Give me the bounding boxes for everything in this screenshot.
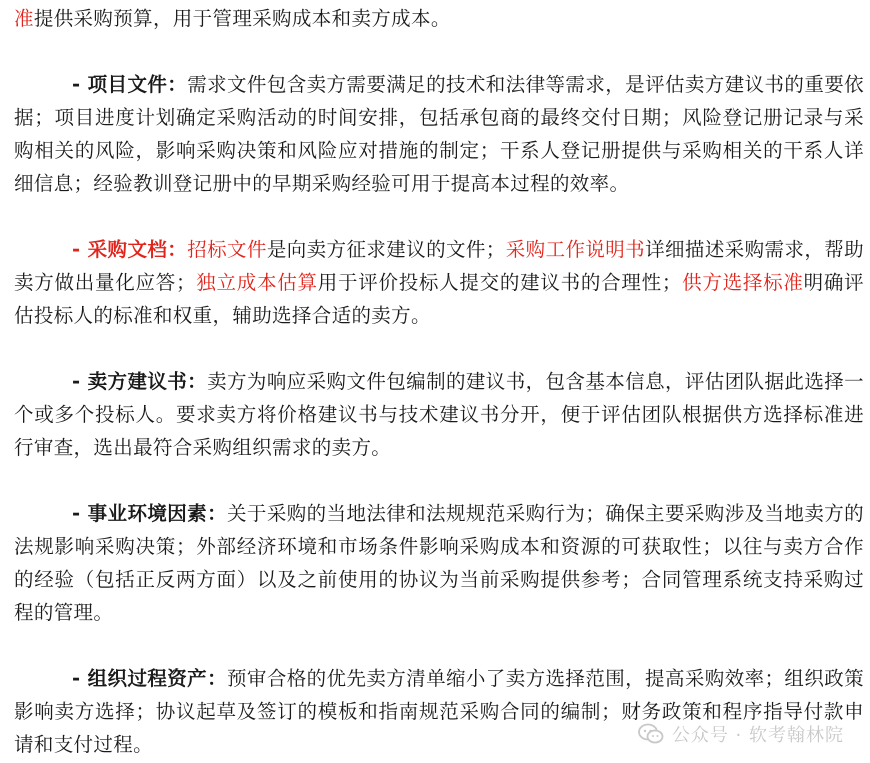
body-text: 卖方为响应采购文件包编制的建议书，包含基本信息，评估团队据此选择一个或多个投标人。要求卖方将价格建议书与技术建议书分开，便于评估团队根据供方选择标准进行审查，选出最符合采购组织需求的卖方。 (14, 370, 864, 459)
watermark (638, 721, 844, 747)
watermark-text: 公众号 · 软考翰林院 (671, 725, 844, 746)
body-text: 用于评价投标人提交的建议书的合理性； (317, 271, 682, 294)
body-text: 需求文件包含卖方需要满足的技术和法律等需求，是评估卖方建议书的重要依据；项目进度计划确定采购活动的时间安排，包括承包商的最终交付日期；风险登记册记录与采购相关的风险，影响采购决策和风险应对措施的制定；干系人登记册提供与采购相关的干系人详细信息；经验教训登记册中的早期采购经验可用于提高本过程的效率。 (14, 73, 864, 195)
document-body (14, 0, 864, 761)
paragraph-seller-proposals (14, 365, 864, 464)
body-text: 预审合格的优先卖方清单缩小了卖方选择范围，提高采购效率；组织政策影响卖方选择；协议起草及签订的模板和指南规范采购合同的编制；财务政策和程序指导付款申请和支付过程。 (14, 667, 864, 756)
paragraph-procurement-documents (14, 233, 864, 332)
wechat-icon (638, 723, 664, 745)
term-heading: - 项目文件： (72, 73, 188, 96)
body-text: 明确评估投标人的标准和权重，辅助选择合适的卖方。 (14, 271, 864, 327)
body-text: 提供采购预算，用于管理采购成本和卖方成本。 (33, 7, 451, 30)
body-text: 详细描述采购需求，帮助卖方做出量化应答； (14, 238, 865, 294)
highlight-text: 采购工作说明书 (505, 238, 646, 261)
highlight-text: 招标文件 (187, 238, 267, 261)
highlight-text: 独立成本估算 (195, 271, 318, 294)
paragraph-enterprise-environmental-factors (14, 497, 864, 629)
paragraph-project-documents (14, 68, 864, 200)
highlight-text: 准 (14, 7, 34, 30)
term-heading: - 事业环境因素： (72, 502, 227, 525)
term-heading: - 组织过程资产： (72, 667, 227, 690)
paragraph-continuation (14, 2, 864, 35)
highlight-text: 供方选择标准 (681, 271, 804, 294)
term-heading: - 卖方建议书： (72, 370, 208, 393)
term-heading: - 采购文档： (72, 238, 188, 261)
body-text: 关于采购的当地法律和法规规范采购行为；确保主要采购涉及当地卖方的法规影响采购决策；外部经济环境和市场条件影响采购成本和资源的可获取性；以往与卖方合作的经验（包括正反两方面）以及之前使用的协议为当前采购提供参考；合同管理系统支持采购过程的管理。 (14, 502, 864, 624)
body-text: 是向卖方征求建议的文件； (266, 238, 506, 261)
